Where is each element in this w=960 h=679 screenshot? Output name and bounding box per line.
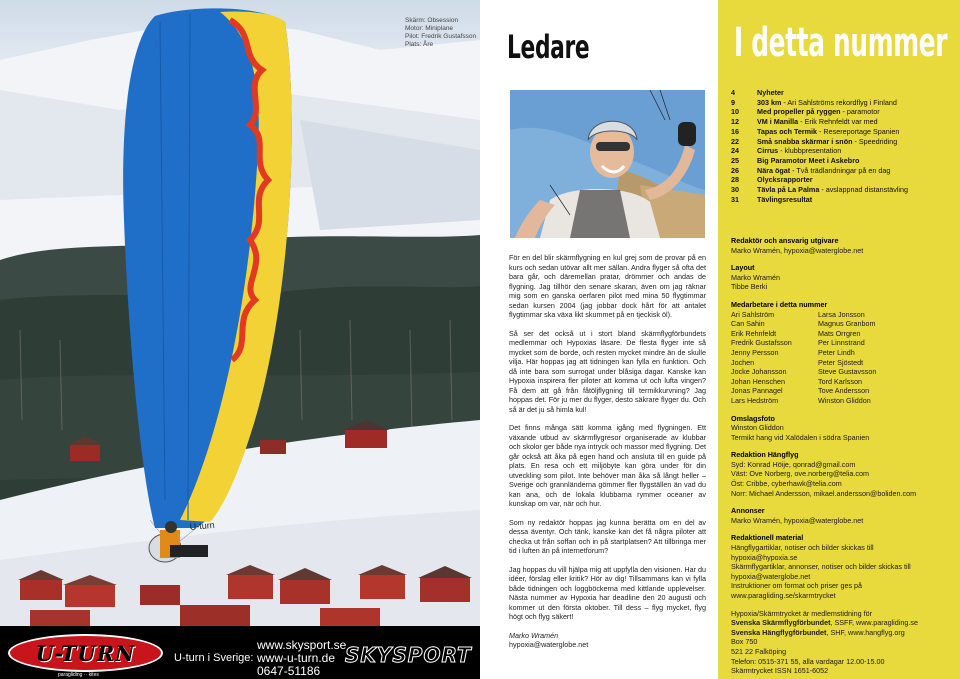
credits-line: Instruktioner om format och priser ges på [731, 581, 863, 591]
credits-heading: Medarbetare i detta nummer [731, 299, 828, 309]
credits-line: Marko Wramén, hypoxia@waterglobe.net [731, 245, 864, 255]
article-paragraph: Det finns många sätt komma igång med flygningen. Ett växande utbud av skärmflygresor organiserade av klubbar och skolor ger både nya intryck och massor med flygning. Det går också att åka på egen hand och ansluta till en guide på plats. En resa och ett miljöbyte kan göra under för din utveckling som pilot. Inte behöver man åka så långt heller – Sverige och grannländerna gömmer fler flygställen än vad du kan ana, och de lokala klubbarna rymmer oceaner av kunskap om var, när och hur. [509, 423, 706, 508]
toc-item-title: Nära ögat [757, 165, 791, 175]
toc-page-number: 26 [731, 165, 739, 175]
toc-item[interactable] [731, 195, 953, 205]
toc-page-number: 12 [731, 117, 739, 127]
toc-item-desc: - Två trädlandningar på en dag [790, 165, 891, 175]
toc-item-title: Nyheter [757, 88, 784, 97]
toc-item-title: Små snabba skärmar i snön [757, 136, 853, 146]
toc-item-desc: - avslappnad distanstävling [819, 185, 909, 195]
toc-item[interactable] [731, 117, 953, 127]
ad-website-link[interactable]: www-u-turn.de [257, 651, 336, 665]
credits-line: 521 22 Falköping [731, 646, 787, 656]
toc-item[interactable] [731, 98, 953, 108]
contributor-name: Magnus Granbom [818, 319, 876, 329]
credits-line: Norr: Michael Andersson, mikael.andersson@boliden.com [731, 488, 917, 498]
contributor-name: Erik Rehnfeldt [731, 328, 777, 338]
toc-item-title: VM i Manilla [757, 117, 799, 127]
toc-page-number: 22 [731, 136, 739, 146]
credits-hangflyg-board [731, 450, 953, 498]
contributor-name: Tove Andersson [818, 386, 870, 396]
photo-credit-line: Pilot: Fredrik Gustafsson [405, 33, 477, 40]
contents-column [718, 0, 960, 679]
org-details: , SHF, www.hangflyg.org [826, 627, 905, 637]
toc-item-title: Med propeller på ryggen [757, 107, 841, 117]
toc-item-desc: - paramotor [840, 107, 880, 117]
contributor-name: Steve Gustavsson [818, 367, 877, 377]
photo-credit-line: Motor: Miniplane [405, 25, 454, 32]
ad-phone: 0647-51186 [257, 664, 321, 678]
credits-line: hypoxia@waterglobe.net [731, 571, 811, 581]
article-paragraph: Jag hoppas du vill hjälpa mig att uppfylla den visionen. Har du idéer, förslag eller kritik? Hör av dig! Tillsammans kan vi fylla både tidningen och loggböckerna med kittlande upplevelser. Nästa nummer av Hypoxia har deadline den 20 augusti och kommer ut den första oktober. Till dess – flyg mycket, flyg högt och flyg säkert! [509, 564, 706, 621]
contributor-name: Mats Orrgren [818, 328, 861, 338]
contributor-name: Peter Sjöstedt [818, 357, 864, 367]
article-paragraph: Som ny redaktör hoppas jag kunna berätta om en del av dessa äventyr. Och tänk, kanske kan det få några piloter att checka ut från soffan och in på startplatsen? Att tillbringa mer tid i luften än på internetforum? [509, 517, 706, 555]
contributor-name: Jenny Persson [731, 347, 779, 357]
toc-page-number: 30 [731, 185, 739, 195]
credits-line: Tibbe Berki [731, 282, 768, 292]
contributor-name: Jochen [731, 357, 755, 367]
toc-item-desc: - Ari Sahlströms rekordflyg i Finland [781, 97, 897, 107]
toc-item-title: Tävla på La Palma [757, 185, 820, 195]
credits-heading: Omslagsfoto [731, 413, 775, 423]
toc-item[interactable] [731, 166, 953, 176]
toc-item-desc: - klubbpresentation [778, 146, 842, 156]
contributor-name: Jocke Johansson [731, 367, 787, 377]
contributors-left-list [731, 310, 818, 406]
toc-item-title: Tapas och Termik [757, 126, 818, 136]
publisher-org-2 [731, 628, 953, 638]
credits-material [731, 533, 953, 600]
toc-page-number: 16 [731, 126, 739, 136]
article-paragraph: Så ser det också ut i stort bland skärmflygförbundets medlemmar och Hypoxias läsare. De flesta flyger inte så mycket som de borde, och resten mycket mindre än de skulle vilja. Här hoppas jag att tidningen kan fylla en funktion. Och då inte bara som surrogat under blåsiga dagar. Kanske kan Hypoxia inspirera fler piloter att komma ut och lufta vingen? Få dem att gå från fåtöljflygning till termikkurvning? Jag hoppas det. För ju mer du flyger, desto säkrare flyger du. Och så är det ju så himla kul! [509, 328, 706, 414]
credits-line: Hypoxia/Skärmtrycket är medlemstidning för [731, 608, 873, 618]
ad-label: U-turn i Sverige: [174, 652, 254, 664]
credits-line: Box 750 [731, 637, 758, 647]
toc-page-number: 10 [731, 107, 739, 117]
credits-heading: Annonser [731, 506, 765, 516]
contributor-name: Johan Henschen [731, 376, 785, 386]
toc-page-number: 25 [731, 155, 739, 165]
toc-item[interactable] [731, 107, 953, 117]
toc-item-desc: - Resereportage Spanien [817, 126, 900, 136]
uturn-logo [8, 634, 163, 678]
photo-credit-line: Skärm: Obsession [405, 17, 459, 24]
toc-item[interactable] [731, 137, 953, 147]
contributor-name: Can Sahin [731, 319, 765, 329]
editorial-article [509, 253, 706, 659]
contributor-name: Lars Hedström [731, 395, 779, 405]
toc-item-title: Cirrus [757, 146, 779, 156]
credits-line: Öst: Cribbe, cyberhawk@telia.com [731, 479, 842, 489]
credits-line: hypoxia@hypoxia.se [731, 552, 798, 562]
org-name: Svenska Hängflygförbundet [731, 627, 827, 637]
toc-page-number: 31 [731, 194, 739, 204]
page-title: Ledare [507, 28, 590, 66]
credits-layout [731, 263, 953, 292]
toc-item[interactable] [731, 175, 953, 185]
contributor-name: Ari Sahlström [731, 309, 775, 319]
credits-cover-photo [731, 414, 953, 443]
toc-item[interactable] [731, 88, 953, 98]
toc-item-title: Big Paramotor Meet i Askebro [757, 155, 860, 165]
toc-item[interactable] [731, 146, 953, 156]
contributor-name: Jonas Pannagel [731, 386, 783, 396]
toc-page-number: 28 [731, 175, 739, 185]
contributor-name: Fredrik Gustafsson [731, 338, 792, 348]
glider-brand-text: U-turn [189, 519, 216, 532]
uturn-logo-subtext: paragliding ·· kites [58, 672, 99, 678]
credits-line: Skärmtrycket ISSN 1651-6052 [731, 666, 829, 676]
masthead-credits [731, 236, 953, 679]
signature-email[interactable]: hypoxia@waterglobe.net [509, 640, 589, 649]
credits-ads [731, 506, 953, 525]
toc-item-title: 303 km [757, 97, 782, 107]
contributor-name: Tord Karlsson [818, 376, 862, 386]
photo-credit [405, 17, 476, 49]
credits-heading: Redaktör och ansvarig utgivare [731, 236, 839, 245]
credits-line: Telefon: 0515-371 55, alla vardagar 12.00-15.00 [731, 656, 885, 666]
credits-line: Winston Gliddon [731, 423, 784, 433]
contributor-name: Peter Lindh [818, 347, 855, 357]
contributor-name: Winston Gliddon [818, 395, 871, 405]
toc-item[interactable] [731, 127, 953, 137]
cover-photo [0, 0, 480, 626]
article-paragraph: För en del blir skärmflygning en kul grej som de provar på en kurs och sedan utövar allt mer sällan. Andra flyger så ofta det bara går, och däremellan pratar, drömmer och andas de flygning. Jag tillhör den senare skaran, även om jag räknar mig som en ganska oerfaren pilot med mina 50 flygtimmar sedan kursen 2004 (jag jobbar dock hårt för att antalet flygtimmar ska växa likt skummet på en tjeckisk öl). [509, 253, 706, 319]
editorial-column [480, 0, 718, 679]
skysport-logo: SKYSPORT [345, 643, 472, 667]
credits-editor [731, 236, 953, 255]
toc-page-number: 9 [731, 97, 735, 107]
org-details: , SSFF, www.paragliding.se [830, 618, 918, 628]
credits-line: Syd: Konrad Höije, qonrad@gmail.com [731, 459, 856, 469]
contributor-name: Per Linnstrand [818, 338, 865, 348]
toc-item-title: Olycksrapporter [757, 175, 813, 185]
toc-item-title: Tävlingsresultat [757, 194, 813, 204]
photo-credit-line: Plats: Åre [405, 41, 434, 48]
credits-line: Skärmflygartiklar, annonser, notiser och bilder skickas till [731, 562, 911, 572]
contributors-right-list [818, 310, 953, 406]
toc-item-desc: - Speedriding [852, 136, 898, 146]
credits-heading: Layout [731, 263, 755, 273]
credits-heading: Redaktion Hängflyg [731, 450, 799, 460]
credits-heading: Redaktionell material [731, 533, 804, 543]
editor-portrait-illustration [510, 90, 705, 238]
credits-line: www.paragliding.se/skarmtrycket [731, 591, 836, 600]
org-name: Svenska Skärmflygförbundet [731, 618, 831, 628]
publisher-org-1 [731, 618, 953, 628]
toc-item[interactable] [731, 185, 953, 195]
credits-contributors [731, 300, 953, 406]
credits-line: Marko Wramén [731, 272, 780, 282]
toc-item-desc: - Erik Rehnfeldt var med [798, 117, 878, 127]
uturn-logo-text: U-TURN [35, 640, 136, 666]
credits-line: Marko Wramén, hypoxia@waterglobe.net [731, 515, 864, 525]
credits-publisher [731, 609, 953, 676]
signature-name: Marko Wramén [509, 630, 559, 640]
credits-line: Termikt hang vid Xalödalen i södra Spanien [731, 432, 870, 442]
ad-website-link[interactable]: www.skysport.se [257, 638, 347, 652]
credits-line: Hängflygartiklar, notiser och bilder skickas till [731, 543, 874, 553]
contents-title: I detta nummer [734, 20, 948, 66]
toc-page-number: 4 [731, 88, 735, 97]
credits-line: Väst: Ove Norberg, ove.norberg@telia.com [731, 469, 869, 479]
cover-photo-illustration [0, 0, 480, 626]
toc-item[interactable] [731, 156, 953, 166]
toc-page-number: 24 [731, 146, 739, 156]
table-of-contents [731, 88, 953, 204]
editor-portrait [510, 90, 705, 238]
contributor-name: Larsa Jonsson [818, 309, 865, 319]
